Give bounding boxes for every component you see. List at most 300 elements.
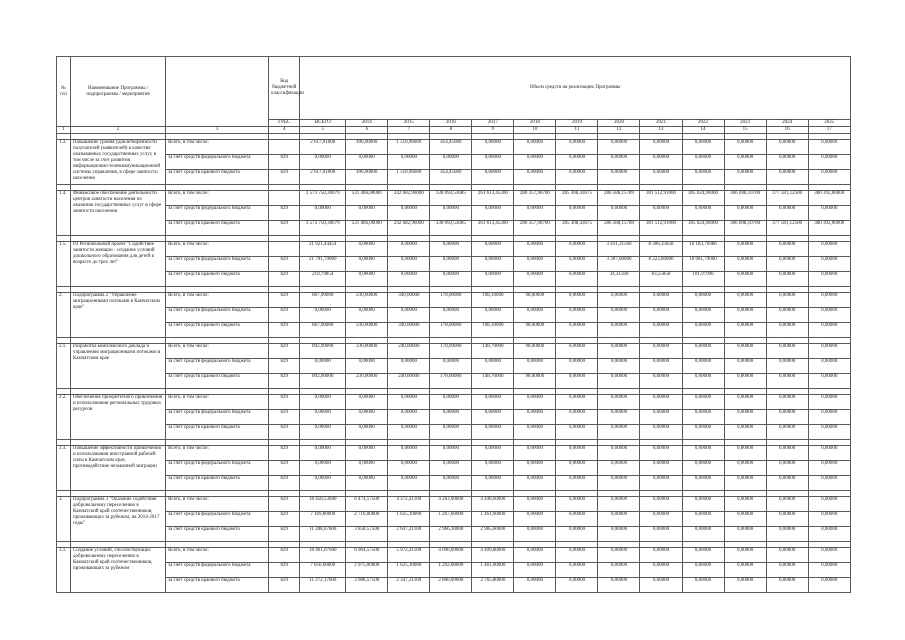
year-amount-cell: 285 308,43675 bbox=[556, 191, 598, 206]
year-amount-cell: 0,00000 bbox=[724, 206, 766, 221]
year-amount-cell: 0,00000 bbox=[808, 206, 850, 221]
funding-source-label: за счет средств федерального бюджета bbox=[166, 155, 269, 170]
table-row bbox=[57, 476, 851, 491]
year-amount-cell: 261 613,45300 bbox=[472, 221, 514, 236]
column-number: 8 bbox=[430, 127, 472, 134]
year-amount-cell: 98,00000 bbox=[514, 344, 556, 359]
year-amount-cell: 0,00000 bbox=[556, 497, 598, 512]
table-row bbox=[57, 242, 851, 257]
year-amount-cell: 0,00000 bbox=[598, 527, 640, 542]
year-amount-cell: 0,00000 bbox=[766, 257, 808, 272]
grbs-code bbox=[269, 191, 300, 206]
year-amount-cell: 8 222,80000 bbox=[640, 257, 682, 272]
table-row bbox=[57, 395, 851, 410]
year-amount-cell: 0,00000 bbox=[640, 497, 682, 512]
year-amount-cell: 0,00000 bbox=[472, 206, 514, 221]
year-amount-cell: 0,00000 bbox=[724, 563, 766, 578]
year-amount-cell: 0,00000 bbox=[640, 476, 682, 491]
year-amount-cell: 0,00000 bbox=[766, 155, 808, 170]
funding-source-label: за счет средств федерального бюджета bbox=[166, 308, 269, 323]
grbs-code: 829 bbox=[269, 410, 300, 425]
year-amount-cell: 0,00000 bbox=[682, 578, 724, 593]
funding-source-label: за счет средств федерального бюджета bbox=[166, 206, 269, 221]
year-amount-cell: 0,00000 bbox=[388, 395, 430, 410]
year-amount-cell: 0,00000 bbox=[346, 410, 388, 425]
row-number: 2. bbox=[57, 293, 71, 338]
year-amount-cell: 280 357,90700 bbox=[514, 221, 556, 236]
funding-source-label: Всего, в том числе: bbox=[166, 293, 269, 308]
year-amount-cell: 0,00000 bbox=[766, 344, 808, 359]
year-amount-cell: 0,00000 bbox=[514, 395, 556, 410]
year-amount-cell: 3 988,57500 bbox=[346, 578, 388, 593]
year-amount-cell: 0,00000 bbox=[598, 140, 640, 155]
year-amount-cell: 330 093,53085 bbox=[430, 221, 472, 236]
year-amount-cell: 0,00000 bbox=[766, 374, 808, 389]
year-amount-cell: 0,00000 bbox=[514, 410, 556, 425]
year-amount-cell: 0,00000 bbox=[388, 425, 430, 440]
year-amount-cell: 198,10000 bbox=[472, 323, 514, 338]
year-amount-cell: 0,00000 bbox=[346, 476, 388, 491]
funding-source-label: за счет средств краевого бюджета bbox=[166, 527, 269, 542]
row-number: 1.5. bbox=[57, 242, 71, 287]
year-amount-cell: 0,00000 bbox=[346, 425, 388, 440]
year-amount-cell: 0,00000 bbox=[640, 344, 682, 359]
year-amount-cell: 0,00000 bbox=[766, 527, 808, 542]
year-amount-cell: 0,00000 bbox=[766, 140, 808, 155]
year-amount-cell: 0,00000 bbox=[724, 476, 766, 491]
year-amount-cell: 0,00000 bbox=[682, 548, 724, 563]
year-amount-cell: 0,00000 bbox=[472, 140, 514, 155]
year-amount-cell: 0,00000 bbox=[472, 476, 514, 491]
year-amount-cell: 0,00000 bbox=[682, 140, 724, 155]
year-amount-cell: 0,00000 bbox=[514, 578, 556, 593]
year-amount-cell: 1 510,96000 bbox=[388, 170, 430, 185]
year-amount-cell: 242 682,96000 bbox=[388, 221, 430, 236]
year-amount-cell: 0,00000 bbox=[598, 308, 640, 323]
grbs-code: 829 bbox=[269, 497, 300, 512]
row-number: 3.1. bbox=[57, 548, 71, 593]
grbs-code: 829 bbox=[269, 446, 300, 461]
table-row bbox=[57, 206, 851, 221]
table-row bbox=[57, 272, 851, 287]
year-amount-cell: 178,00000 bbox=[430, 293, 472, 308]
year-amount-cell: 0,00000 bbox=[556, 548, 598, 563]
year-amount-cell: 0,00000 bbox=[766, 170, 808, 185]
grbs-code: 829 bbox=[269, 170, 300, 185]
year-amount-cell: 0,00000 bbox=[514, 308, 556, 323]
year-amount-cell: 0,00000 bbox=[682, 359, 724, 374]
total-amount-cell: 0,00000 bbox=[300, 206, 346, 221]
year-amount-cell: 101,97996 bbox=[682, 272, 724, 287]
year-amount-cell: 286 588,15789 bbox=[598, 191, 640, 206]
year-amount-cell: 4 372,41100 bbox=[388, 497, 430, 512]
year-amount-cell: 98,00000 bbox=[514, 374, 556, 389]
funding-source-label: Всего, в том числе: bbox=[166, 140, 269, 155]
year-amount-cell: 0,00000 bbox=[682, 293, 724, 308]
year-amount-cell: 0,00000 bbox=[766, 578, 808, 593]
year-header: 2022 bbox=[682, 120, 724, 127]
year-amount-cell: 230,00000 bbox=[346, 374, 388, 389]
year-amount-cell: 3 431,31560 bbox=[598, 242, 640, 257]
year-amount-cell: 2 966,30000 bbox=[430, 527, 472, 542]
year-amount-cell: 0,00000 bbox=[514, 257, 556, 272]
year-amount-cell: 1 625,10000 bbox=[388, 563, 430, 578]
year-amount-cell: 0,00000 bbox=[808, 446, 850, 461]
year-amount-cell: 0,00000 bbox=[808, 512, 850, 527]
table-row bbox=[57, 446, 851, 461]
year-amount-cell: 0,00000 bbox=[808, 476, 850, 491]
year-amount-cell: 98,00000 bbox=[514, 293, 556, 308]
total-amount-cell: 2 617,01000 bbox=[300, 170, 346, 185]
year-amount-cell: 0,00000 bbox=[556, 425, 598, 440]
year-amount-cell: 0,00000 bbox=[766, 323, 808, 338]
year-amount-cell: 0,00000 bbox=[388, 155, 430, 170]
total-amount-cell: 892,90000 bbox=[300, 374, 346, 389]
year-amount-cell: 0,00000 bbox=[388, 410, 430, 425]
year-amount-cell: 0,00000 bbox=[598, 578, 640, 593]
year-amount-cell: 0,00000 bbox=[472, 446, 514, 461]
year-amount-cell: 0,00000 bbox=[808, 170, 850, 185]
row-number: 1.3. bbox=[57, 140, 71, 185]
year-amount-cell: 0,00000 bbox=[598, 323, 640, 338]
column-number: 5 bbox=[300, 127, 346, 134]
year-amount-cell: 0,00000 bbox=[388, 272, 430, 287]
year-amount-cell: 0,00000 bbox=[556, 578, 598, 593]
funding-source-label: Всего, в том числе: bbox=[166, 344, 269, 359]
year-amount-cell: 0,00000 bbox=[598, 512, 640, 527]
total-amount-cell: 867,90000 bbox=[300, 323, 346, 338]
year-amount-cell: 0,00000 bbox=[388, 359, 430, 374]
year-amount-cell: 0,00000 bbox=[514, 446, 556, 461]
year-header: 2021 bbox=[640, 120, 682, 127]
year-amount-cell: 0,00000 bbox=[514, 155, 556, 170]
year-header: 2018 bbox=[514, 120, 556, 127]
year-amount-cell: 496,90000 bbox=[346, 140, 388, 155]
column-number: 16 bbox=[766, 127, 808, 134]
grbs-code: 829 bbox=[269, 221, 300, 236]
year-header: 2023 bbox=[724, 120, 766, 127]
year-amount-cell: 0,00000 bbox=[556, 527, 598, 542]
year-amount-cell: 98,00000 bbox=[514, 323, 556, 338]
year-amount-cell: 0,00000 bbox=[556, 461, 598, 476]
year-amount-cell: 0,00000 bbox=[682, 563, 724, 578]
year-amount-cell: 0,00000 bbox=[388, 206, 430, 221]
year-amount-cell: 0,00000 bbox=[598, 155, 640, 170]
year-amount-cell: 330 093,53085 bbox=[430, 191, 472, 206]
year-amount-cell: 0,00000 bbox=[556, 323, 598, 338]
year-amount-cell: 0,00000 bbox=[346, 308, 388, 323]
year-amount-cell: 148,70000 bbox=[472, 344, 514, 359]
year-amount-cell: 0,00000 bbox=[640, 563, 682, 578]
year-amount-cell: 0,00000 bbox=[724, 323, 766, 338]
year-amount-cell: 0,00000 bbox=[808, 548, 850, 563]
year-amount-cell: 0,00000 bbox=[724, 155, 766, 170]
year-amount-cell: 10 183,76986 bbox=[682, 242, 724, 257]
year-amount-cell: 0,00000 bbox=[682, 170, 724, 185]
year-amount-cell: 340,00000 bbox=[388, 293, 430, 308]
year-amount-cell: 4 090,09000 bbox=[430, 548, 472, 563]
column-number: 7 bbox=[388, 127, 430, 134]
year-amount-cell: 230,00000 bbox=[346, 293, 388, 308]
year-amount-cell: 0,00000 bbox=[808, 374, 850, 389]
year-amount-cell: 0,00000 bbox=[640, 578, 682, 593]
year-amount-cell: 0,00000 bbox=[682, 461, 724, 476]
year-amount-cell: 0,00000 bbox=[640, 461, 682, 476]
total-amount-cell: 3 573 750,30079 bbox=[300, 221, 346, 236]
year-amount-cell: 0,00000 bbox=[682, 410, 724, 425]
year-amount-cell: 0,00000 bbox=[598, 461, 640, 476]
year-amount-cell: 0,00000 bbox=[724, 512, 766, 527]
year-amount-cell: 0,00000 bbox=[388, 242, 430, 257]
year-amount-cell: 230,00000 bbox=[346, 323, 388, 338]
column-number: 13 bbox=[640, 127, 682, 134]
year-amount-cell: 0,00000 bbox=[346, 155, 388, 170]
year-amount-cell: 0,00000 bbox=[556, 410, 598, 425]
table-row bbox=[57, 425, 851, 440]
column-number: 1 bbox=[57, 127, 71, 134]
year-amount-cell: 1 510,96000 bbox=[388, 140, 430, 155]
year-amount-cell: 0,00000 bbox=[724, 527, 766, 542]
year-amount-cell: 6 474,57500 bbox=[346, 497, 388, 512]
funding-source-label: за счет средств федерального бюджета bbox=[166, 410, 269, 425]
grbs-code: 829 bbox=[269, 527, 300, 542]
year-amount-cell: 4 499,80000 bbox=[472, 548, 514, 563]
grbs-code: 829 bbox=[269, 155, 300, 170]
total-amount-cell: 18 461,07600 bbox=[300, 548, 346, 563]
year-header: 2019 bbox=[556, 120, 598, 127]
year-amount-cell: 148,70000 bbox=[472, 374, 514, 389]
total-amount-cell: 21 921,44454 bbox=[300, 242, 346, 257]
year-amount-cell: 0,00000 bbox=[682, 323, 724, 338]
year-amount-cell: 0,00000 bbox=[682, 527, 724, 542]
year-amount-cell: 0,00000 bbox=[430, 257, 472, 272]
year-amount-cell: 0,00000 bbox=[808, 578, 850, 593]
year-amount-cell: 0,00000 bbox=[514, 140, 556, 155]
year-amount-cell: 2 765,80000 bbox=[472, 578, 514, 593]
year-amount-cell: 0,00000 bbox=[514, 206, 556, 221]
year-amount-cell: 0,00000 bbox=[766, 206, 808, 221]
year-amount-cell: 0,00000 bbox=[598, 446, 640, 461]
year-amount-cell: 0,00000 bbox=[808, 410, 850, 425]
year-amount-cell: 0,00000 bbox=[766, 410, 808, 425]
grbs-code: 829 bbox=[269, 323, 300, 338]
year-amount-cell: 0,00000 bbox=[346, 446, 388, 461]
year-amount-cell: 0,00000 bbox=[640, 293, 682, 308]
table-row bbox=[57, 191, 851, 206]
year-amount-cell: 0,00000 bbox=[682, 425, 724, 440]
year-amount-cell: 0,00000 bbox=[640, 446, 682, 461]
column-number: 15 bbox=[724, 127, 766, 134]
year-amount-cell: 0,00000 bbox=[598, 410, 640, 425]
year-amount-cell: 0,00000 bbox=[430, 359, 472, 374]
total-amount-cell: 11 288,67600 bbox=[300, 527, 346, 542]
table-row bbox=[57, 512, 851, 527]
year-amount-cell: 0,00000 bbox=[640, 170, 682, 185]
total-amount-cell: 892,90000 bbox=[300, 344, 346, 359]
year-amount-cell: 305 024,90000 bbox=[682, 221, 724, 236]
column-number: 3 bbox=[166, 127, 269, 134]
funding-source-label: за счет средств краевого бюджета bbox=[166, 221, 269, 236]
year-amount-cell: 0,00000 bbox=[556, 170, 598, 185]
total-amount-cell: 0,00000 bbox=[300, 308, 346, 323]
row-number: 3. bbox=[57, 497, 71, 542]
year-amount-cell: 1 292,00000 bbox=[430, 563, 472, 578]
year-amount-cell: 0,00000 bbox=[430, 461, 472, 476]
year-amount-cell: 0,00000 bbox=[808, 140, 850, 155]
year-amount-cell: 0,00000 bbox=[598, 293, 640, 308]
grbs-code: 829 bbox=[269, 374, 300, 389]
year-amount-cell: 0,00000 bbox=[640, 140, 682, 155]
year-amount-cell: 0,00000 bbox=[766, 425, 808, 440]
year-amount-cell: 301 512,91000 bbox=[640, 191, 682, 206]
col-volume-header: Объем средств на реализацию Программы bbox=[300, 57, 851, 120]
grbs-code: 829 bbox=[269, 206, 300, 221]
year-amount-cell: 366 698,10700 bbox=[724, 221, 766, 236]
year-amount-cell: 0,00000 bbox=[514, 170, 556, 185]
funding-source-label: за счет средств краевого бюджета bbox=[166, 476, 269, 491]
year-amount-cell: 0,00000 bbox=[766, 497, 808, 512]
year-amount-cell: 0,00000 bbox=[766, 476, 808, 491]
column-number: 12 bbox=[598, 127, 640, 134]
year-amount-cell: 0,00000 bbox=[430, 308, 472, 323]
year-amount-cell: 1 267,60000 bbox=[430, 512, 472, 527]
year-amount-cell: 0,00000 bbox=[640, 359, 682, 374]
activity-name: Разработка комплексного доклада и управлению миграционными потоками в Камчатском крае bbox=[71, 344, 166, 389]
year-amount-cell: 0,00000 bbox=[472, 425, 514, 440]
table-row bbox=[57, 221, 851, 236]
year-amount-cell: 240,00000 bbox=[388, 344, 430, 359]
year-amount-cell: 0,00000 bbox=[472, 395, 514, 410]
activity-name: Повышение уровня удовлетворенности получателей (заявителей) в качестве оказываемых государственных услуг, в том числе за счет развития информационно-телекоммуникационной системы управления, в сфере занятости населения bbox=[71, 140, 166, 185]
year-amount-cell: 3 858,57500 bbox=[346, 527, 388, 542]
year-amount-cell: 0,00000 bbox=[472, 155, 514, 170]
year-amount-cell: 0,00000 bbox=[388, 461, 430, 476]
year-amount-cell: 0,00000 bbox=[472, 272, 514, 287]
grbs-code: 829 bbox=[269, 476, 300, 491]
total-amount-cell: 7 169,80000 bbox=[300, 512, 346, 527]
table-row bbox=[57, 359, 851, 374]
year-amount-cell: 0,00000 bbox=[556, 308, 598, 323]
year-amount-cell: 0,00000 bbox=[808, 425, 850, 440]
year-amount-cell: 0,00000 bbox=[556, 155, 598, 170]
year-amount-cell: 0,00000 bbox=[388, 257, 430, 272]
table-row bbox=[57, 461, 851, 476]
col-name-header: Наименование Программы / подпрограммы / мероприятия bbox=[71, 57, 166, 127]
year-amount-cell: 0,00000 bbox=[808, 323, 850, 338]
year-amount-cell: 0,00000 bbox=[556, 374, 598, 389]
year-amount-cell: 0,00000 bbox=[514, 497, 556, 512]
year-amount-cell: 0,00000 bbox=[430, 476, 472, 491]
year-amount-cell: 0,00000 bbox=[598, 425, 640, 440]
year-amount-cell: 0,00000 bbox=[682, 395, 724, 410]
year-amount-cell: 8 306,35858 bbox=[640, 242, 682, 257]
year-amount-cell: 340,00000 bbox=[388, 323, 430, 338]
table-row bbox=[57, 548, 851, 563]
year-amount-cell: 0,00000 bbox=[724, 497, 766, 512]
budget-table bbox=[56, 56, 851, 593]
year-amount-cell: 305 024,90000 bbox=[682, 191, 724, 206]
grbs-code: 829 bbox=[269, 359, 300, 374]
total-amount-cell: 0,00000 bbox=[300, 425, 346, 440]
year-amount-cell: 0,00000 bbox=[556, 257, 598, 272]
year-amount-cell: 0,00000 bbox=[430, 272, 472, 287]
total-amount-cell: 2 617,01000 bbox=[300, 140, 346, 155]
year-amount-cell: 4 263,90000 bbox=[430, 497, 472, 512]
year-amount-cell: 0,00000 bbox=[598, 395, 640, 410]
year-amount-cell: 285 308,43675 bbox=[556, 221, 598, 236]
year-amount-cell: 0,00000 bbox=[682, 476, 724, 491]
year-amount-cell: 0,00000 bbox=[430, 242, 472, 257]
year-amount-cell: 0,00000 bbox=[724, 272, 766, 287]
column-number: 10 bbox=[514, 127, 556, 134]
grbs-code: 829 bbox=[269, 425, 300, 440]
year-amount-cell: 0,00000 bbox=[724, 344, 766, 359]
year-amount-cell: 0,00000 bbox=[724, 446, 766, 461]
grbs-code: 829 bbox=[269, 578, 300, 593]
year-header: 2014 bbox=[346, 120, 388, 127]
year-amount-cell: 0,00000 bbox=[808, 527, 850, 542]
table-row bbox=[57, 497, 851, 512]
total-amount-cell: 3 573 750,30079 bbox=[300, 191, 346, 206]
funding-source-label: за счет средств краевого бюджета bbox=[166, 425, 269, 440]
year-amount-cell: 0,00000 bbox=[514, 461, 556, 476]
col-grbs-header: ГРБС bbox=[269, 120, 300, 127]
year-amount-cell: 0,00000 bbox=[346, 257, 388, 272]
year-amount-cell: 0,00000 bbox=[472, 308, 514, 323]
year-amount-cell: 0,00000 bbox=[724, 293, 766, 308]
total-amount-cell: 7 056,60000 bbox=[300, 563, 346, 578]
year-amount-cell: 0,00000 bbox=[808, 242, 850, 257]
year-amount-cell: 0,00000 bbox=[808, 155, 850, 170]
year-amount-cell: 0,00000 bbox=[724, 359, 766, 374]
table-row bbox=[57, 170, 851, 185]
year-amount-cell: 0,00000 bbox=[766, 446, 808, 461]
total-amount-cell: 0,00000 bbox=[300, 446, 346, 461]
year-amount-cell: 0,00000 bbox=[766, 395, 808, 410]
year-amount-cell: 0,00000 bbox=[514, 563, 556, 578]
year-amount-cell: 2 800,09000 bbox=[430, 578, 472, 593]
year-amount-cell: 0,00000 bbox=[682, 308, 724, 323]
year-amount-cell: 0,00000 bbox=[808, 308, 850, 323]
grbs-code: 829 bbox=[269, 461, 300, 476]
total-amount-cell: 0,00000 bbox=[300, 359, 346, 374]
year-amount-cell: 0,00000 bbox=[430, 155, 472, 170]
year-amount-cell: 531 466,00000 bbox=[346, 221, 388, 236]
year-amount-cell: 0,00000 bbox=[598, 359, 640, 374]
year-amount-cell: 0,00000 bbox=[766, 563, 808, 578]
year-amount-cell: 0,00000 bbox=[556, 344, 598, 359]
year-amount-cell: 178,00000 bbox=[430, 374, 472, 389]
year-amount-cell: 0,00000 bbox=[346, 272, 388, 287]
col-num-header: № п/п bbox=[57, 57, 71, 127]
year-amount-cell: 2 985,60000 bbox=[472, 527, 514, 542]
funding-source-label: за счет средств краевого бюджета bbox=[166, 170, 269, 185]
row-number: 2.3. bbox=[57, 446, 71, 491]
funding-source-label: Всего, в том числе: bbox=[166, 497, 269, 512]
year-amount-cell: 380 392,00000 bbox=[808, 221, 850, 236]
year-amount-cell: 0,00000 bbox=[808, 395, 850, 410]
year-amount-cell: 0,00000 bbox=[724, 374, 766, 389]
year-amount-cell: 0,00000 bbox=[682, 374, 724, 389]
year-amount-cell: 34,31560 bbox=[598, 272, 640, 287]
funding-source-label: за счет средств краевого бюджета bbox=[166, 578, 269, 593]
total-amount-cell: 867,90000 bbox=[300, 293, 346, 308]
year-amount-cell: 0,00000 bbox=[640, 410, 682, 425]
year-amount-cell: 0,00000 bbox=[682, 512, 724, 527]
year-amount-cell: 0,00000 bbox=[556, 359, 598, 374]
year-amount-cell: 0,00000 bbox=[514, 242, 556, 257]
year-amount-cell: 454,45000 bbox=[430, 140, 472, 155]
